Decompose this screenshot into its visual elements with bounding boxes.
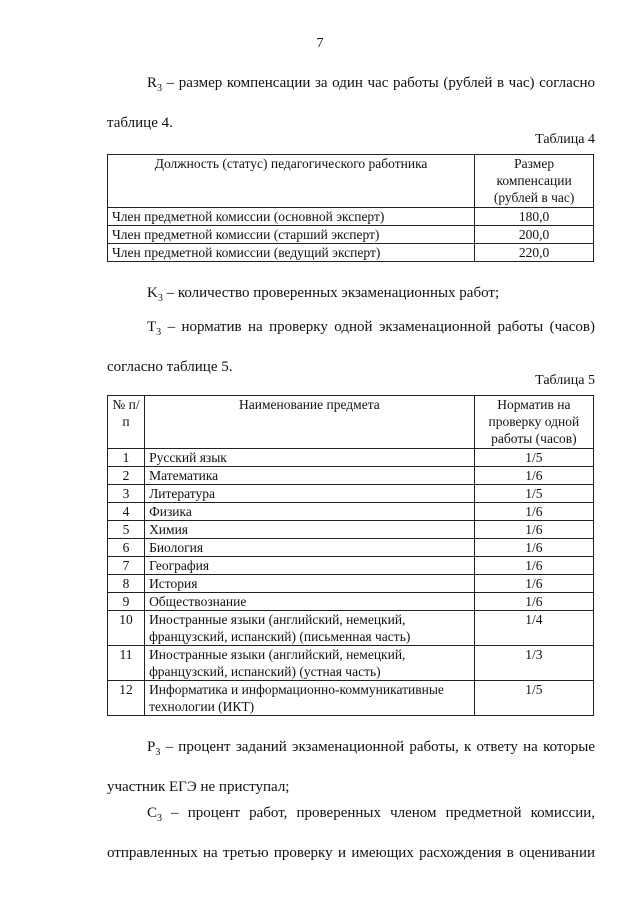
table5-cell-number: 8 xyxy=(108,575,145,593)
table4-row xyxy=(108,244,594,262)
table5-header-number: № п/п xyxy=(108,396,145,449)
p3-symbol: $P_3$ xyxy=(147,739,161,758)
table4-header-rate: Размер компенсации (рублей в час) xyxy=(475,155,594,208)
table5-row xyxy=(108,681,594,716)
table4-cell-rate: 200,0 xyxy=(475,226,594,244)
table5-cell-subject: Физика xyxy=(145,503,475,521)
table5-cell-number: 4 xyxy=(108,503,145,521)
table4-cell-rate: 180,0 xyxy=(475,208,594,226)
table4-header-position: Должность (статус) педагогического работника xyxy=(108,155,475,208)
table4-cell-position: Член предметной комиссии (ведущий эксперт) xyxy=(108,244,475,262)
table5-cell-number: 2 xyxy=(108,467,145,485)
table5-row xyxy=(108,539,594,557)
table5-row xyxy=(108,646,594,681)
table5-row xyxy=(108,575,594,593)
table4 xyxy=(107,154,594,262)
table5-cell-subject: Математика xyxy=(145,467,475,485)
t3-paragraph: $T_3$ – норматив на проверку одной экзаменационной работы (часов) согласно таблице 5. xyxy=(107,319,596,375)
table5-header-subject: Наименование предмета xyxy=(145,396,475,449)
table5-cell-number: 1 xyxy=(108,449,145,467)
table5-cell-norm: 1/5 xyxy=(474,681,593,716)
table5-cell-number: 11 xyxy=(108,646,145,681)
table5-cell-subject: География xyxy=(145,557,475,575)
table4-row xyxy=(108,226,594,244)
t3-symbol: $T_3$ xyxy=(147,319,162,338)
table5-cell-number: 5 xyxy=(108,521,145,539)
table4-row xyxy=(108,208,594,226)
table5-cell-number: 9 xyxy=(108,593,145,611)
table5-cell-norm: 1/3 xyxy=(474,646,593,681)
table5-row xyxy=(108,593,594,611)
c3-paragraph: $C_3$ – процент работ, проверенных членом предметной комиссии, отправленных на третью проверку и имеющих расхождения в оценивании xyxy=(107,805,595,861)
table5-cell-subject: История xyxy=(145,575,475,593)
table4-caption: Таблица 4 xyxy=(535,132,595,147)
k3-paragraph: $K_3$ – количество проверенных экзаменационных работ; xyxy=(147,285,500,304)
table5 xyxy=(107,395,594,716)
table5-row xyxy=(108,503,594,521)
table5-row xyxy=(108,485,594,503)
table5-cell-number: 12 xyxy=(108,681,145,716)
table5-cell-norm: 1/6 xyxy=(474,539,593,557)
table5-cell-norm: 1/6 xyxy=(474,521,593,539)
r3-symbol: $R_3$ xyxy=(147,75,163,94)
table5-row xyxy=(108,521,594,539)
table5-cell-subject: Иностранные языки (английский, немецкий, французский, испанский) (письменная часть) xyxy=(145,611,475,646)
table5-row xyxy=(108,611,594,646)
table5-cell-subject: Иностранные языки (английский, немецкий, французский, испанский) (устная часть) xyxy=(145,646,475,681)
table5-cell-number: 7 xyxy=(108,557,145,575)
k3-symbol: $K_3$ xyxy=(147,285,163,304)
table5-cell-subject: Литература xyxy=(145,485,475,503)
table4-cell-rate: 220,0 xyxy=(475,244,594,262)
table5-cell-norm: 1/6 xyxy=(474,593,593,611)
page-number: 7 xyxy=(316,36,324,51)
table5-cell-subject: Информатика и информационно-коммуникативные технологии (ИКТ) xyxy=(145,681,475,716)
table5-row xyxy=(108,449,594,467)
table5-header-norm: Норматив на проверку одной работы (часов) xyxy=(474,396,593,449)
table5-caption: Таблица 5 xyxy=(535,373,595,388)
table5-cell-norm: 1/5 xyxy=(474,485,593,503)
r3-paragraph: $R_3$ – размер компенсации за один час работы (рублей в час) согласно таблице 4. xyxy=(107,75,595,131)
table5-cell-subject: Биология xyxy=(145,539,475,557)
c3-symbol: $C_3$ xyxy=(147,805,163,824)
table5-cell-norm: 1/6 xyxy=(474,467,593,485)
table5-cell-norm: 1/5 xyxy=(474,449,593,467)
table5-cell-number: 10 xyxy=(108,611,145,646)
p3-paragraph: $P_3$ – процент заданий экзаменационной работы, к ответу на которые участник ЕГЭ не приступал; xyxy=(107,739,595,795)
table5-row xyxy=(108,557,594,575)
table5-cell-subject: Химия xyxy=(145,521,475,539)
table4-cell-position: Член предметной комиссии (старший эксперт) xyxy=(108,226,475,244)
table4-cell-position: Член предметной комиссии (основной эксперт) xyxy=(108,208,475,226)
table5-cell-number: 3 xyxy=(108,485,145,503)
table5-cell-norm: 1/6 xyxy=(474,503,593,521)
table5-cell-subject: Русский язык xyxy=(145,449,475,467)
table5-cell-number: 6 xyxy=(108,539,145,557)
table5-cell-norm: 1/6 xyxy=(474,575,593,593)
table5-cell-norm: 1/4 xyxy=(474,611,593,646)
table5-cell-norm: 1/6 xyxy=(474,557,593,575)
table5-row xyxy=(108,467,594,485)
table5-cell-subject: Обществознание xyxy=(145,593,475,611)
